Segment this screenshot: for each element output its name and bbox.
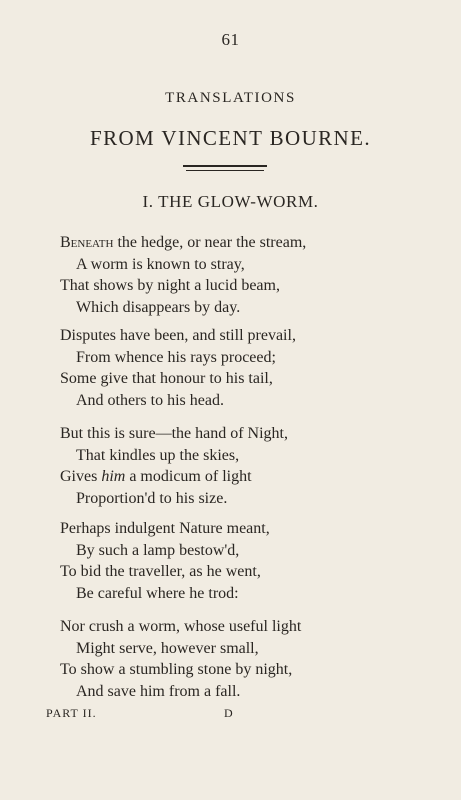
- poem-title: I. THE GLOW-WORM.: [142, 192, 319, 211]
- poem-line: Some give that honour to his tail,: [60, 370, 273, 387]
- poem-line: That shows by night a lucid beam,: [60, 277, 280, 294]
- stanza: [60, 518, 400, 604]
- poem-line: Might serve, however small,: [76, 639, 259, 657]
- poem-line: And others to his head.: [76, 391, 224, 409]
- signature-mark: PART II.: [46, 706, 97, 720]
- main-heading: FROM VINCENT BOURNE.: [89, 126, 371, 150]
- poem-line: A worm is known to stray,: [76, 255, 245, 273]
- line-text: the hedge, or near the stream,: [113, 234, 307, 251]
- poem-line: From whence his rays proceed;: [76, 348, 276, 366]
- poem-line: To show a stumbling stone by night,: [60, 661, 293, 678]
- stanza: [60, 232, 400, 318]
- line-text: Gives: [60, 468, 102, 485]
- poem-line: Perhaps indulgent Nature meant,: [60, 520, 270, 537]
- poem-line: Be careful where he trod:: [76, 584, 239, 602]
- line-text: a modicum of light: [125, 468, 252, 485]
- page-number: 61: [221, 30, 240, 49]
- line-lead-word: Beneath: [60, 234, 114, 251]
- poem-line: [60, 232, 400, 254]
- decorative-rule: [183, 165, 267, 167]
- poem-line: Proportion'd to his size.: [76, 489, 228, 507]
- stanza: [60, 423, 400, 509]
- stanza: [60, 325, 400, 411]
- section-heading: TRANSLATIONS: [165, 90, 296, 106]
- poem-line: Nor crush a worm, whose useful light: [60, 618, 302, 635]
- poem-line: By such a lamp bestow'd,: [76, 541, 240, 559]
- stanza: [60, 616, 400, 702]
- decorative-rule-thin: [186, 170, 264, 171]
- poem-line: But this is sure—the hand of Night,: [60, 425, 288, 442]
- poem-line: Disputes have been, and still prevail,: [60, 327, 296, 344]
- poem-line: [60, 466, 400, 488]
- poem-line: And save him from a fall.: [76, 682, 241, 700]
- italic-word: him: [101, 468, 126, 485]
- poem-line: That kindles up the skies,: [76, 446, 240, 464]
- poem-line: Which disappears by day.: [76, 298, 241, 316]
- poem-line: To bid the traveller, as he went,: [60, 563, 261, 580]
- gathering-letter: D: [224, 706, 233, 720]
